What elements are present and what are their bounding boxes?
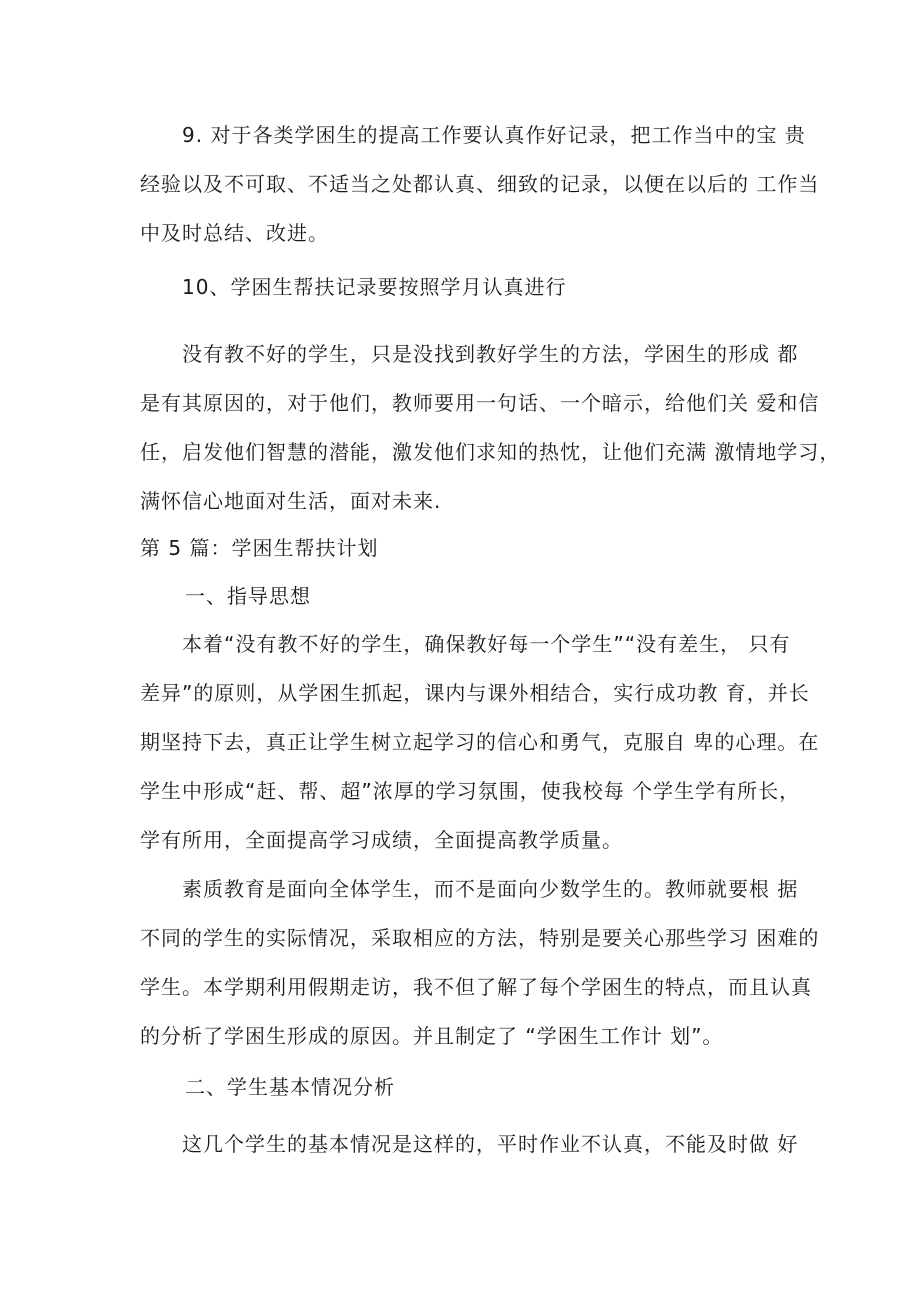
text-line: 经验以及不可取、不适当之处都认真、细致的记录，以便在以后的 工作当 (140, 172, 820, 196)
text-line: 是有其原因的，对于他们，教师要用一句话、一个暗示，给他们关 爱和信 (140, 391, 820, 415)
text-line: 这几个学生的基本情况是这样的，平时作业不认真，不能及时做 好 (182, 1132, 799, 1156)
text-line: 学生中形成“赶、帮、超”浓厚的学习氛围，使我校每 个学生学有所长， (140, 779, 801, 803)
text-line: 学有所用，全面提高学习成绩，全面提高教学质量。 (140, 828, 623, 852)
text-line: 10、学困生帮扶记录要按照学月认真进行 (182, 275, 567, 299)
text-line: 不同的学生的实际情况，采取相应的方法，特别是要关心那些学习 困难的 (140, 926, 820, 950)
text-line: 没有教不好的学生，只是没找到教好学生的方法，学困生的形成 都 (182, 342, 799, 366)
text-line: 任，启发他们智慧的潜能，激发他们求知的热忱，让他们充满 激情地学习， (140, 440, 841, 464)
subsection-heading: 二、学生基本情况分析 (185, 1075, 395, 1099)
text-line: 学生。本学期利用假期走访，我不但了解了每个学困生的特点，而且认真 (140, 975, 812, 999)
text-line: 差异”的原则，从学困生抓起，课内与课外相结合，实行成功教 育，并长 (140, 681, 810, 705)
text-line: 中及时总结、改进。 (140, 221, 329, 245)
text-line: 的分析了学困生形成的原因。并且制定了 “学困生工作计 划”。 (140, 1024, 724, 1048)
text-line: 期坚持下去，真正让学生树立起学习的信心和勇气，克服自 卑的心理。在 (140, 730, 820, 754)
text-line: 满怀信心地面对生活，面对未来. (140, 489, 442, 513)
text-line: 9. 对于各类学困生的提高工作要认真作好记录，把工作当中的宝 贵 (182, 123, 806, 147)
text-line: 素质教育是面向全体学生，而不是面向少数学生的。教师就要根 据 (182, 877, 799, 901)
subsection-heading: 一、指导思想 (185, 584, 311, 608)
section-heading: 第 5 篇：学困生帮扶计划 (140, 536, 379, 560)
text-line: 本着“没有教不好的学生，确保教好每一个学生”“没有差生， 只有 (182, 632, 791, 656)
